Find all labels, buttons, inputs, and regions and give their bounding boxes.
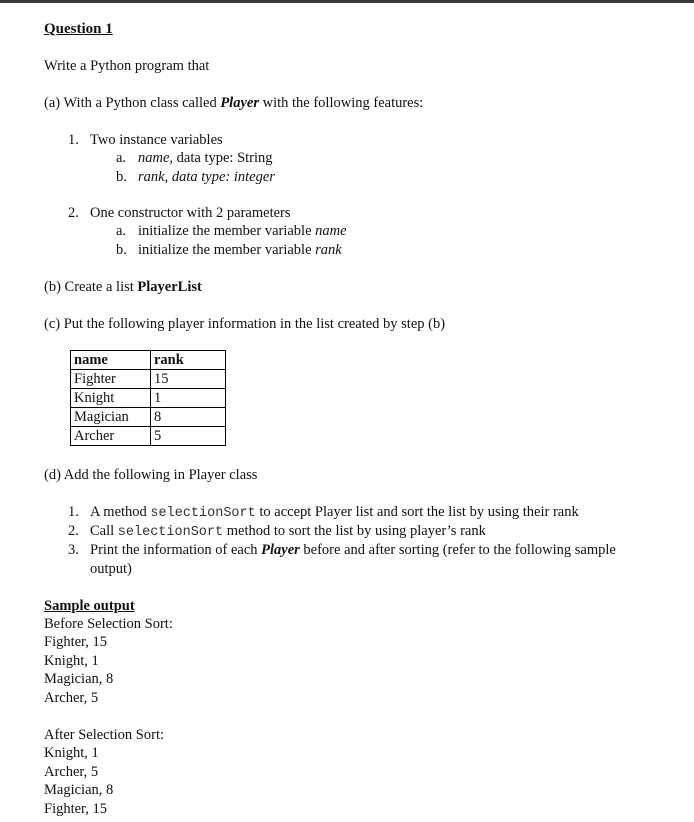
sub-item xyxy=(116,222,347,240)
list-item xyxy=(68,131,223,149)
part-a-heading xyxy=(44,94,423,112)
item-number: 2. xyxy=(68,205,79,221)
list-item-continuation: output) xyxy=(90,561,132,577)
part-d-heading: (d) Add the following in Player class xyxy=(44,467,258,483)
sub-letter: b. xyxy=(116,242,127,258)
cell-name: Fighter xyxy=(71,370,151,389)
top-border xyxy=(0,0,694,3)
cell-name: Magician xyxy=(71,408,151,427)
header-name: name xyxy=(71,351,151,370)
sub-italic: rank, data type: integer xyxy=(138,169,275,185)
table-row xyxy=(71,370,226,389)
output-line: Archer, 5 xyxy=(44,690,99,706)
part-b-heading xyxy=(44,278,202,296)
table-row xyxy=(71,427,226,446)
item-text: Print the information of each xyxy=(90,542,262,558)
item-number: 1. xyxy=(68,132,79,148)
sub-letter: b. xyxy=(116,169,127,185)
output-line: Knight, 1 xyxy=(44,653,99,669)
item-text: One constructor with 2 parameters xyxy=(90,205,291,221)
after-label: After Selection Sort: xyxy=(44,727,165,743)
list-item xyxy=(68,522,486,542)
header-rank: rank xyxy=(151,351,226,370)
sub-letter: a. xyxy=(116,223,127,239)
output-line: Fighter, 15 xyxy=(44,634,108,650)
code-text: selectionSort xyxy=(150,506,256,521)
list-item xyxy=(68,204,291,222)
item-text: before and after sorting (refer to the following sample xyxy=(299,542,616,558)
item-text: Two instance variables xyxy=(90,132,223,148)
question-title: Question 1 xyxy=(44,21,113,37)
item-number: 1. xyxy=(68,504,79,520)
cell-name: Knight xyxy=(71,389,151,408)
sub-letter: a. xyxy=(116,150,127,166)
sub-text: initialize the member variable xyxy=(138,242,316,258)
player-table xyxy=(70,350,226,446)
code-text: selectionSort xyxy=(117,525,224,540)
sub-italic: name, xyxy=(138,150,174,166)
output-line: Knight, 1 xyxy=(44,745,99,761)
sub-text: data type: String xyxy=(173,150,273,166)
before-label: Before Selection Sort: xyxy=(44,616,173,632)
part-c-heading: (c) Put the following player information in the list created by step (b) xyxy=(44,316,446,332)
list-item xyxy=(68,503,579,523)
item-text: A method xyxy=(90,504,151,520)
item-text: Call xyxy=(90,523,118,539)
cell-rank: 1 xyxy=(151,389,226,408)
table-row xyxy=(71,389,226,408)
sub-item xyxy=(116,168,275,186)
sub-italic: name xyxy=(315,223,347,239)
intro-text: Write a Python program that xyxy=(44,58,210,74)
part-a-label-tail: with the following features: xyxy=(258,95,424,111)
sub-text: initialize the member variable xyxy=(138,223,316,239)
item-text: method to sort the list by using player’s rank xyxy=(223,523,486,539)
output-line: Magician, 8 xyxy=(44,671,114,687)
item-text: to accept Player list and sort the list by using their rank xyxy=(255,504,579,520)
sub-item xyxy=(116,149,273,167)
player-list-name: PlayerList xyxy=(137,279,202,295)
sample-output-title: Sample output xyxy=(44,598,135,614)
table-header-row xyxy=(71,351,226,370)
output-line: Archer, 5 xyxy=(44,764,99,780)
output-line: Magician, 8 xyxy=(44,782,114,798)
output-line: Fighter, 15 xyxy=(44,801,108,817)
item-number: 3. xyxy=(68,542,79,558)
list-item xyxy=(68,541,616,559)
player-word: Player xyxy=(261,542,300,558)
part-b-label: (b) Create a list xyxy=(44,279,138,295)
cell-rank: 15 xyxy=(151,370,226,389)
cell-name: Archer xyxy=(71,427,151,446)
part-a-label: (a) With a Python class called xyxy=(44,95,221,111)
item-number: 2. xyxy=(68,523,79,539)
cell-rank: 5 xyxy=(151,427,226,446)
table-row xyxy=(71,408,226,427)
class-name: Player xyxy=(220,95,259,111)
sub-italic: rank xyxy=(315,242,342,258)
cell-rank: 8 xyxy=(151,408,226,427)
sub-item xyxy=(116,241,342,259)
